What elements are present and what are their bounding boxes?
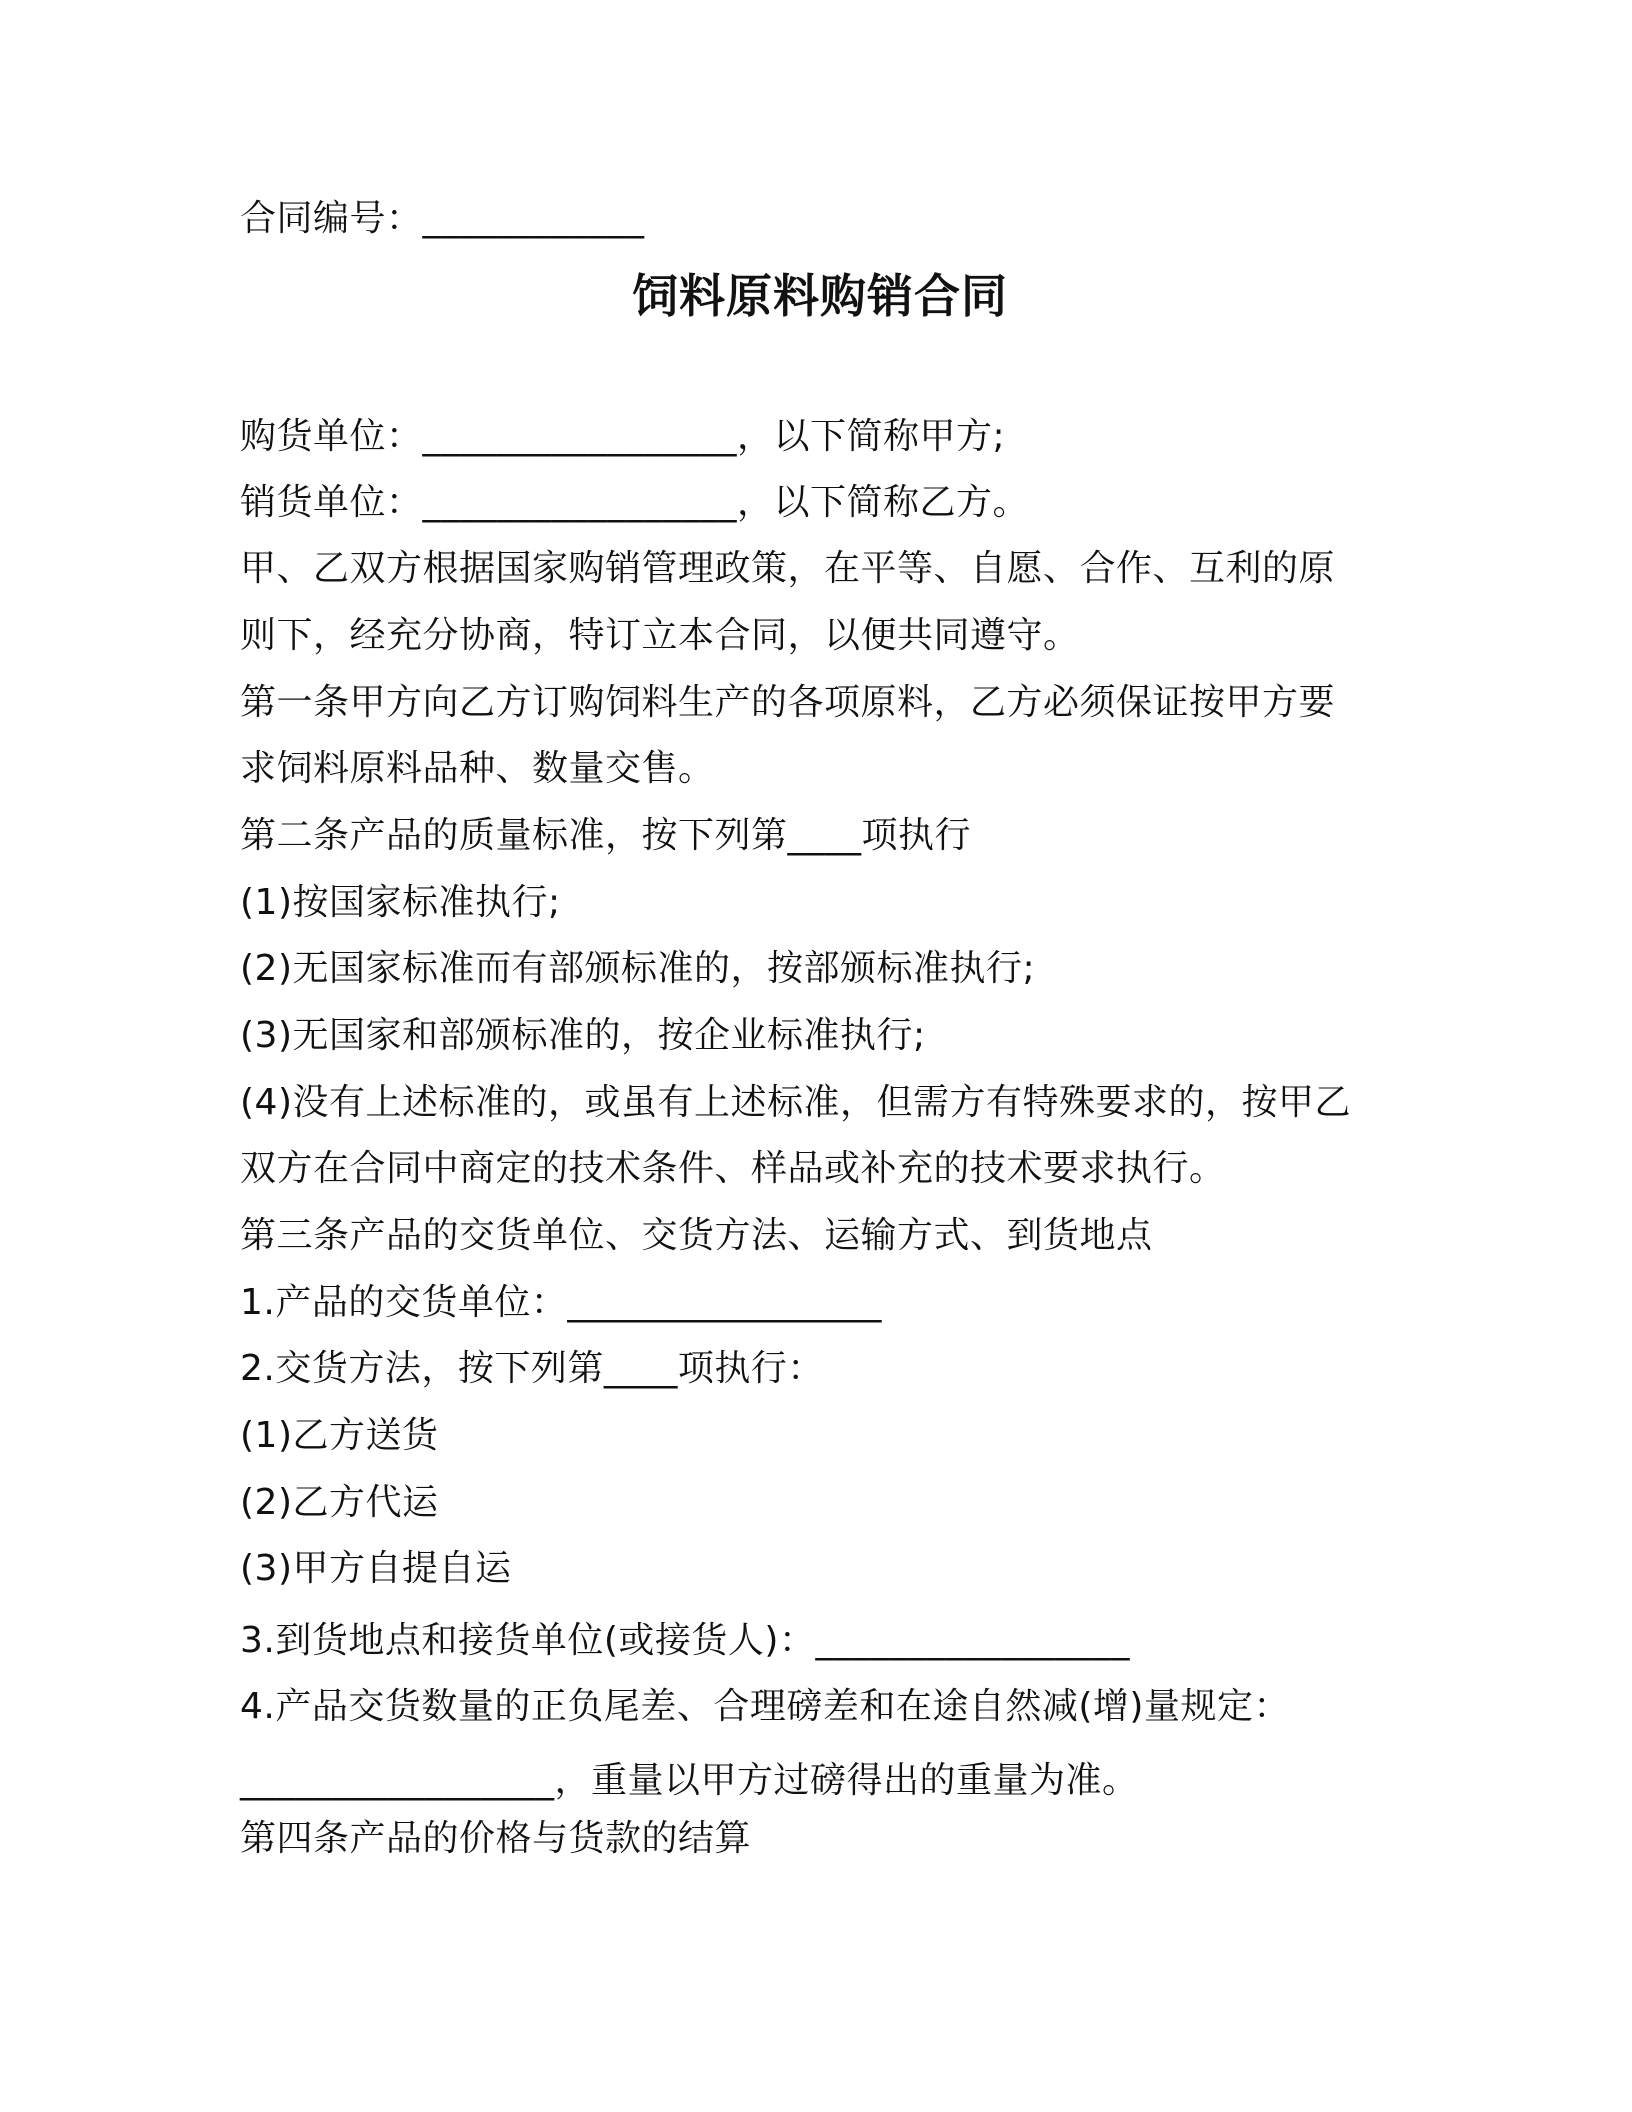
article-4-heading: 第四条产品的价格与货款的结算 [240, 1818, 752, 1859]
document-page [240, 0, 1400, 2112]
article-3-item-4-line-1: 4.产品交货数量的正负尾差、合理磅差和在途自然减(增)量规定： [240, 1686, 1290, 1727]
article-2-item-2: (2)无国家标准而有部颁标准的，按部颁标准执行; [240, 948, 1036, 989]
seller-line: 销货单位：_________________，以下简称乙方。 [240, 482, 1030, 523]
article-2-item-4-line-2: 双方在合同中商定的技术条件、样品或补充的技术要求执行。 [240, 1148, 1226, 1189]
article-3-item-3: 3.到货地点和接货单位(或接货人)：_________________ [240, 1620, 1130, 1661]
article-2-item-4-line-1: (4)没有上述标准的，或虽有上述标准，但需方有特殊要求的，按甲乙 [240, 1082, 1351, 1123]
article-3-item-4-line-2: _________________，重量以甲方过磅得出的重量为准。 [240, 1760, 1139, 1801]
preamble-line-1: 甲、乙双方根据国家购销管理政策，在平等、自愿、合作、互利的原 [240, 548, 1336, 589]
delivery-option-3: (3)甲方自提自运 [240, 1548, 512, 1589]
article-3-heading: 第三条产品的交货单位、交货方法、运输方式、到货地点 [240, 1215, 1153, 1256]
article-3-item-2: 2.交货方法，按下列第____项执行： [240, 1348, 824, 1389]
article-3-item-1: 1.产品的交货单位：_________________ [240, 1282, 882, 1323]
document-title: 饲料原料购销合同 [632, 269, 1008, 323]
delivery-option-1: (1)乙方送货 [240, 1415, 439, 1456]
article-2-item-3: (3)无国家和部颁标准的，按企业标准执行; [240, 1015, 926, 1056]
article-2-heading: 第二条产品的质量标准，按下列第____项执行 [240, 815, 972, 856]
preamble-line-2: 则下，经充分协商，特订立本合同，以便共同遵守。 [240, 615, 1080, 656]
buyer-line: 购货单位：_________________，以下简称甲方; [240, 416, 1006, 457]
contract-number: 合同编号：____________ [240, 198, 645, 239]
delivery-option-2: (2)乙方代运 [240, 1482, 439, 1523]
article-1-line-1: 第一条甲方向乙方订购饲料生产的各项原料，乙方必须保证按甲方要 [240, 682, 1336, 723]
article-2-item-1: (1)按国家标准执行; [240, 882, 561, 923]
article-1-line-2: 求饲料原料品种、数量交售。 [240, 748, 715, 789]
